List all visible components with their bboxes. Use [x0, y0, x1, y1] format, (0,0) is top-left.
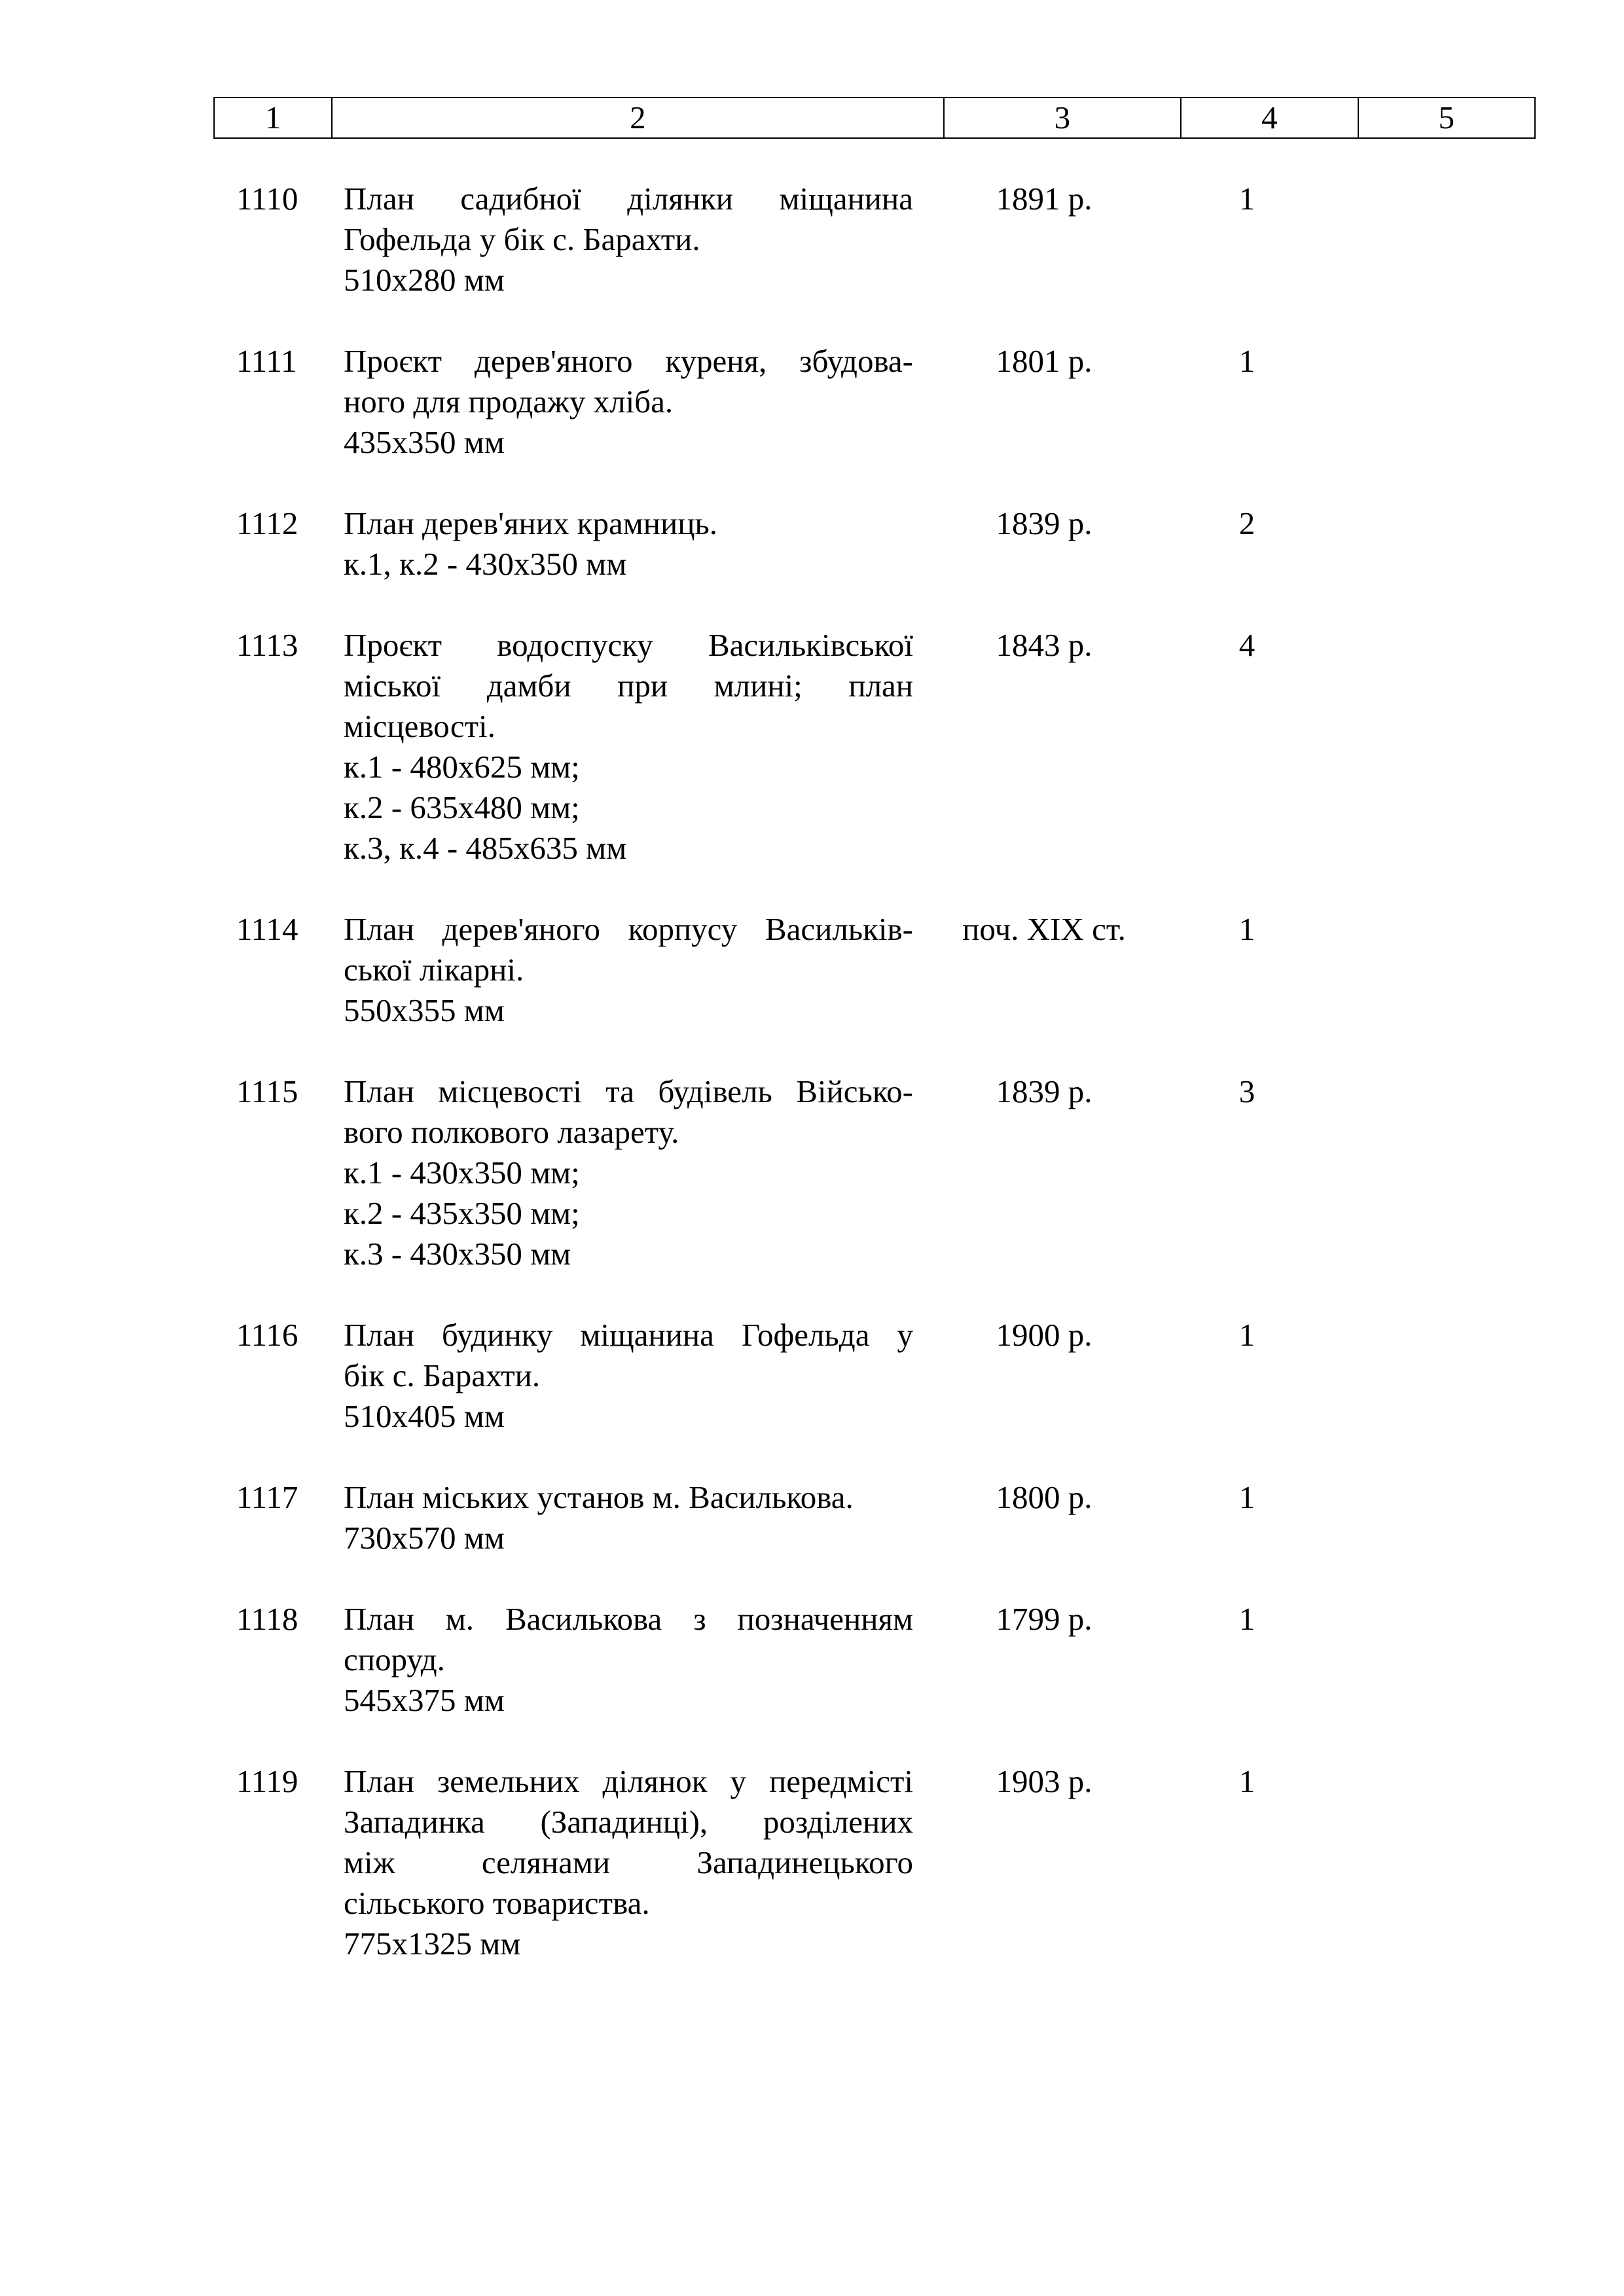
entry-date: 1800 р.	[996, 1479, 1092, 1515]
entry-title-line: міської дамби при млині; план	[344, 668, 913, 704]
entry-size: 550х355 мм	[344, 992, 505, 1028]
entry-count: 4	[1238, 627, 1255, 663]
entry-count: 1	[1238, 181, 1255, 217]
entry-description	[344, 1315, 913, 1437]
entry-description	[344, 1761, 913, 1964]
entry-size: 775х1325 мм	[344, 1926, 521, 1962]
entry-title-line: План дерев'яного корпусу Васильків-	[344, 911, 913, 947]
entry-title-line: Западинка (Западинці), розділених	[344, 1804, 913, 1840]
entry-title-line: Проєкт дерев'яного куреня, збудова-	[344, 343, 913, 379]
entry-1119	[0, 1761, 1624, 2005]
entry-size: 545х375 мм	[344, 1682, 505, 1718]
entry-date: 1839 р.	[996, 1073, 1092, 1109]
entry-count: 1	[1238, 1317, 1255, 1353]
entry-size: 510х280 мм	[344, 262, 505, 298]
entry-number: 1113	[236, 627, 298, 663]
entry-size: к.2 - 635х480 мм;	[344, 789, 580, 825]
entry-number: 1116	[236, 1317, 298, 1353]
entry-count: 1	[1238, 343, 1255, 379]
header-row	[214, 98, 1535, 138]
entry-date: поч. ХІХ ст.	[962, 911, 1126, 947]
entry-list	[0, 179, 1624, 2005]
entry-description	[344, 909, 913, 1031]
entry-date: 1799 р.	[996, 1601, 1092, 1637]
entry-count: 1	[1238, 1601, 1255, 1637]
entry-number: 1111	[236, 343, 297, 379]
header-cell-3: 3	[944, 98, 1182, 138]
entry-size: к.1, к.2 - 430х350 мм	[344, 546, 627, 582]
entry-date: 1900 р.	[996, 1317, 1092, 1353]
entry-count: 2	[1238, 505, 1255, 541]
entry-title-line: споруд.	[344, 1641, 445, 1677]
entry-size: к.3, к.4 - 485х635 мм	[344, 830, 627, 866]
entry-number: 1114	[236, 911, 298, 947]
entry-title-line: ської лікарні.	[344, 952, 524, 988]
entry-number: 1110	[236, 181, 298, 217]
entry-1117	[0, 1477, 1624, 1599]
entry-description	[344, 341, 913, 463]
entry-1114	[0, 909, 1624, 1071]
header-cell-1: 1	[214, 98, 332, 138]
entry-1115	[0, 1071, 1624, 1315]
entry-title-line: місцевості.	[344, 708, 496, 744]
entry-count: 1	[1238, 1763, 1255, 1799]
entry-title-line: План місцевості та будівель Військо-	[344, 1073, 913, 1109]
entry-description	[344, 503, 913, 584]
entry-title-line: сільського товариства.	[344, 1885, 650, 1921]
entry-1118	[0, 1599, 1624, 1761]
entry-title-line: План дерев'яних крамниць.	[344, 505, 718, 541]
header-cell-5: 5	[1358, 98, 1535, 138]
entry-count: 1	[1238, 911, 1255, 947]
entry-title-line: між селянами Западинецького	[344, 1844, 913, 1880]
entry-number: 1112	[236, 505, 298, 541]
entry-description	[344, 625, 913, 869]
entry-description	[344, 179, 913, 300]
entry-description	[344, 1071, 913, 1274]
entry-title-line: бік с. Барахти.	[344, 1357, 541, 1393]
entry-1110	[0, 179, 1624, 341]
header-cell-2: 2	[332, 98, 943, 138]
entry-size: 435х350 мм	[344, 424, 505, 460]
entry-size: к.3 - 430х350 мм	[344, 1236, 571, 1272]
entry-count: 3	[1238, 1073, 1255, 1109]
entry-title-line: Проєкт водоспуску Васильківської	[344, 627, 913, 663]
entry-count: 1	[1238, 1479, 1255, 1515]
entry-1112	[0, 503, 1624, 625]
entry-title-line: План земельних ділянок у передмісті	[344, 1763, 913, 1799]
entry-size: 510х405 мм	[344, 1398, 505, 1434]
entry-description	[344, 1477, 913, 1558]
entry-number: 1115	[236, 1073, 298, 1109]
entry-number: 1119	[236, 1763, 298, 1799]
entry-title-line: вого полкового лазарету.	[344, 1114, 679, 1150]
entry-number: 1117	[236, 1479, 298, 1515]
entry-size: к.2 - 435х350 мм;	[344, 1195, 580, 1231]
entry-date: 1839 р.	[996, 505, 1092, 541]
entry-date: 1903 р.	[996, 1763, 1092, 1799]
entry-size: к.1 - 480х625 мм;	[344, 749, 580, 785]
entry-title-line: План міських установ м. Василькова.	[344, 1479, 854, 1515]
entry-title-line: План садибної ділянки міщанина	[344, 181, 913, 217]
entry-1111	[0, 341, 1624, 503]
entry-title-line: ного для продажу хліба.	[344, 384, 674, 420]
entry-description	[344, 1599, 913, 1721]
column-header-table	[213, 97, 1536, 139]
entry-title-line: Гофельда у бік с. Барахти.	[344, 221, 700, 257]
entry-title-line: План м. Василькова з позначенням	[344, 1601, 913, 1637]
entry-1116	[0, 1315, 1624, 1477]
entry-size: к.1 - 430х350 мм;	[344, 1155, 580, 1191]
entry-number: 1118	[236, 1601, 298, 1637]
entry-date: 1801 р.	[996, 343, 1092, 379]
entry-title-line: План будинку міщанина Гофельда у	[344, 1317, 913, 1353]
header-cell-4: 4	[1181, 98, 1358, 138]
entry-size: 730х570 мм	[344, 1520, 505, 1556]
entry-date: 1891 р.	[996, 181, 1092, 217]
entry-1113	[0, 625, 1624, 909]
entry-date: 1843 р.	[996, 627, 1092, 663]
